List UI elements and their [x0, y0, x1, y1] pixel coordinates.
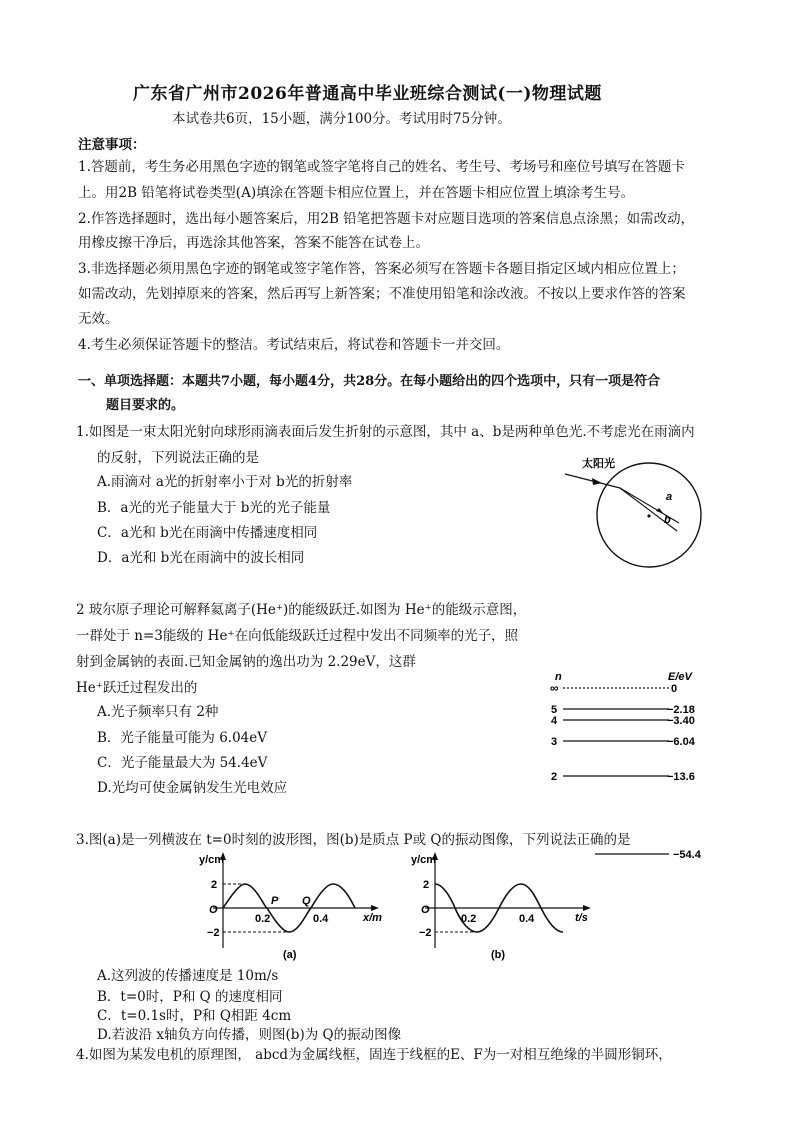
- notes-line: 4.考生必须保证答题卡的整洁。考试结束后，将试卷和答题卡一并交回。: [78, 337, 510, 353]
- x-axis-label: x/m: [363, 912, 382, 924]
- sunlight-arrow-icon: [592, 478, 602, 485]
- y-tick-pos: 2: [423, 879, 430, 891]
- t-tick-1: 0.2: [461, 913, 477, 925]
- label-b: b: [664, 514, 671, 526]
- level-e: −13.6: [667, 771, 695, 783]
- page-title: 广东省广州市2026年普通高中毕业班综合测试(一)物理试题: [133, 84, 602, 104]
- notes-heading: 注意事项：: [78, 137, 146, 153]
- t-axis-label: t/s: [575, 912, 588, 924]
- level-e: −54.4: [673, 849, 701, 861]
- sun-label: 太阳光: [582, 458, 615, 470]
- center-dot: [647, 514, 650, 517]
- q1-option-d: D．a光和 b光在雨滴中的波长相同: [97, 550, 305, 566]
- origin-label: O: [421, 904, 430, 916]
- q4-stem: 4.如图为某发电机的原理图， abcd为金属线框，固连于线框的E、F为一对相互绝缘的半圆形铜环，: [76, 1047, 672, 1063]
- caption-a: (a): [283, 949, 297, 961]
- t-axis-arrow-icon: [583, 905, 591, 911]
- y-tick-pos: 2: [211, 879, 218, 891]
- notes-line: 2.作答选择题时，选出每小题答案后，用2B 铅笔把答题卡对应题目选项的答案信息点涂黑；如需改动，: [78, 211, 695, 227]
- y-tick-neg: −2: [207, 927, 220, 939]
- q1-option-c: C．a光和 b光在雨滴中传播速度相同: [97, 525, 318, 541]
- q2-option-d: D.光均可使金属钠发生光电效应: [97, 780, 288, 796]
- q2-option-c: C．光子能量最大为 54.4eV: [97, 755, 268, 771]
- wave-graph-a: [195, 848, 385, 963]
- level-n: 5: [551, 704, 558, 716]
- q3-option-a: A.这列波的传播速度是 10m/s: [97, 968, 279, 984]
- section-heading-cont: 题目要求的。: [106, 398, 185, 413]
- q3-option-b: B．t=0时，P和 Q 的速度相同: [97, 989, 283, 1005]
- level-e: 0: [671, 683, 678, 695]
- label-a: a: [666, 491, 673, 503]
- q2-stem: 射到金属钠的表面.已知金属钠的逸出功为 2.29eV，这群: [76, 654, 416, 670]
- level-n: 3: [551, 736, 558, 748]
- level-n: 4: [551, 715, 558, 727]
- q3-stem: 3.图(a)是一列横波在 t=0时刻的波形图，图(b)是质点 P或 Q的振动图像，下列说法正确的是: [76, 832, 631, 848]
- notes-line: 1.答题前，考生务必用黑色字迹的钢笔或签字笔将自己的姓名、考生号、考场号和座位号填写在答题卡: [78, 159, 685, 175]
- q2-option-a: A.光子频率只有 2种: [97, 704, 219, 720]
- x-tick-2: 0.4: [313, 913, 329, 925]
- raindrop-figure: [560, 452, 710, 572]
- n-axis-label: n: [555, 671, 562, 683]
- notes-line: 如需改动，先划掉原来的答案，然后再写上新答案；不准使用铅笔和涂改液。不按以上要求作答的答案: [78, 286, 686, 302]
- notes-line: 上。用2B 铅笔将试卷类型(A)填涂在答题卡相应位置上，并在答题卡相应位置上填涂考生号。: [78, 185, 635, 201]
- point-q-label: Q: [302, 895, 311, 907]
- y-axis-label: y/cm: [199, 854, 225, 866]
- level-e: −6.04: [667, 736, 695, 748]
- notes-line: 无效。: [78, 311, 119, 327]
- point-p-label: P: [271, 895, 279, 907]
- q3-option-c: C．t=0.1s时，P和 Q相距 4cm: [97, 1008, 292, 1024]
- q2-option-b: B．光子能量可能为 6.04eV: [97, 730, 268, 746]
- level-n: 2: [551, 771, 558, 783]
- ray-a-arrow-icon: [656, 508, 664, 514]
- q1-option-b: B．a光的光子能量大于 b光的光子能量: [97, 500, 331, 516]
- q1-option-a: A.雨滴对 a光的折射率小于对 b光的折射率: [97, 474, 353, 490]
- y-tick-neg: −2: [419, 927, 432, 939]
- e-axis-label: E/eV: [668, 671, 692, 683]
- x-axis-arrow-icon: [371, 905, 379, 911]
- y-axis-label: y/cm: [411, 854, 437, 866]
- caption-b: (b): [491, 949, 506, 961]
- q1-stem: 1.如图是一束太阳光射向球形雨滴表面后发生折射的示意图，其中 a、b是两种单色光.不考虑光在雨滴内: [76, 424, 695, 440]
- q1-stem-cont: 的反射，下列说法正确的是: [97, 450, 259, 466]
- x-tick-1: 0.2: [255, 913, 271, 925]
- notes-line: 用橡皮擦干净后，再选涂其他答案，答案不能答在试卷上。: [78, 235, 429, 251]
- vibration-graph-b: [405, 848, 600, 963]
- notes-line: 3.非选择题必须用黑色字迹的钢笔或签字笔作答，答案必须写在答题卡各题目指定区域内相应位置上；: [78, 261, 685, 277]
- q2-stem: He⁺跃迁过程发出的: [76, 680, 198, 696]
- page-subtitle: 本试卷共6页，15小题，满分100分。考试用时75分钟。: [172, 111, 511, 127]
- q2-stem: 一群处于 n=3能级的 He⁺在向低能级跃迁过程中发出不同频率的光子，照: [76, 628, 519, 644]
- t-tick-2: 0.4: [519, 913, 535, 925]
- origin-label: O: [209, 904, 218, 916]
- section-heading: 一、单项选择题：本题共7小题，每小题4分，共28分。在每小题给出的四个选项中，只有一项是符合: [78, 374, 661, 389]
- level-e: −2.18: [667, 704, 695, 716]
- level-e: −3.40: [667, 715, 695, 727]
- q3-option-d: D.若波沿 x轴负方向传播，则图(b)为 Q的振动图像: [97, 1027, 402, 1043]
- level-n: ∞: [550, 681, 559, 695]
- q2-stem: 2 玻尔原子理论可解释氦离子(He⁺)的能级跃迁.如图为 He⁺的能级示意图，: [76, 602, 527, 618]
